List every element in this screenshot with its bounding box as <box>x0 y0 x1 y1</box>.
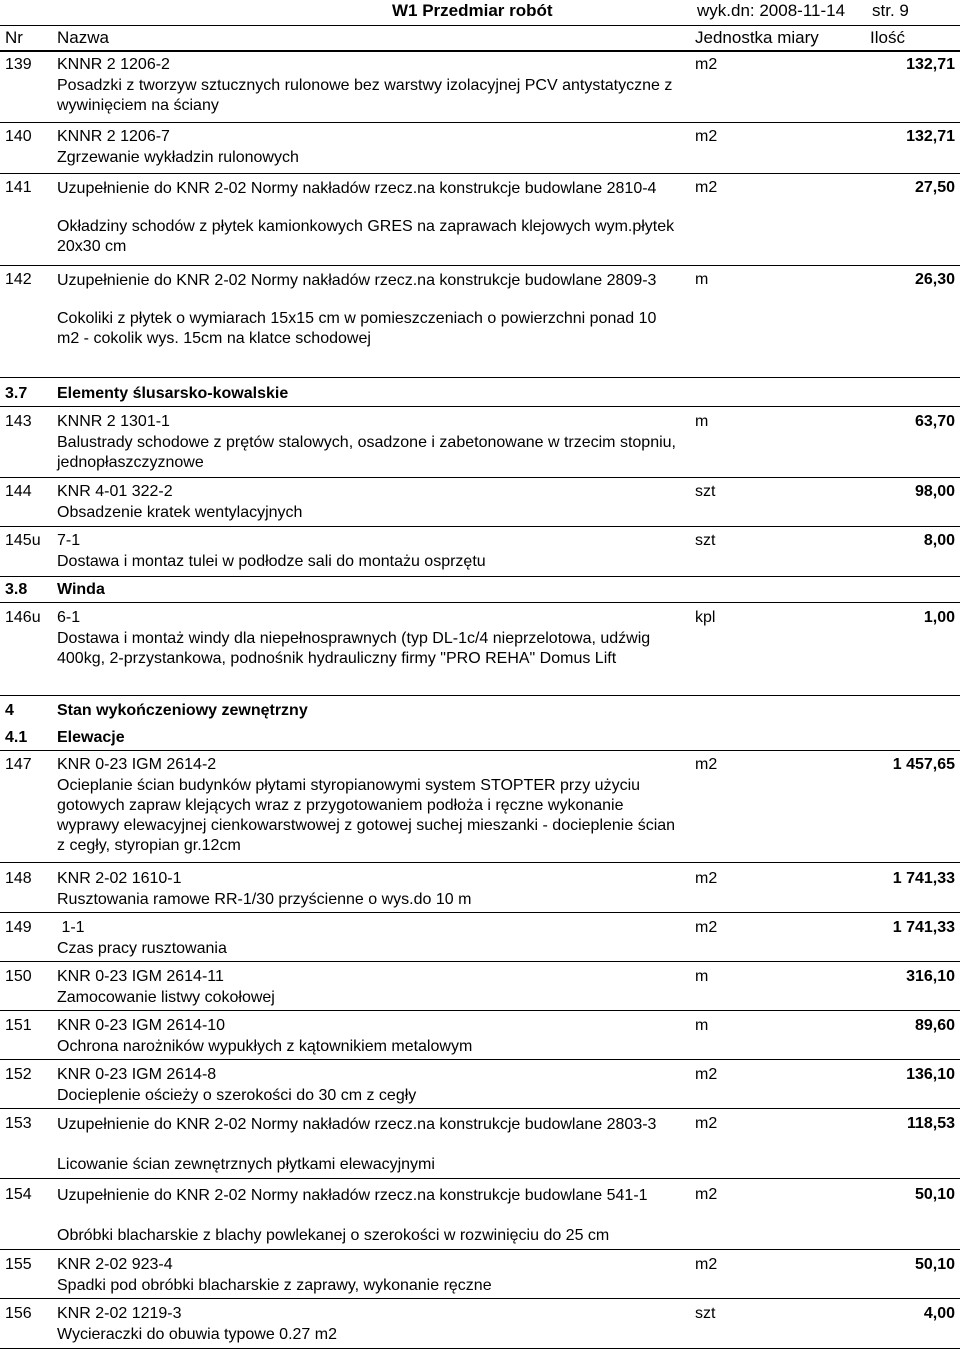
row-code: KNR 0-23 IGM 2614-8 <box>57 1066 217 1083</box>
row-divider <box>0 1010 960 1011</box>
page-header <box>0 0 960 22</box>
row-quantity: 1 457,65 <box>892 756 955 773</box>
row-code: KNNR 2 1206-7 <box>57 128 170 145</box>
row-code: 1-1 <box>57 919 85 936</box>
row-description: Ochrona narożników wypukłych z kątownikiem metalowym <box>57 1038 473 1055</box>
row-divider <box>0 526 960 527</box>
row-unit: m2 <box>695 756 718 773</box>
row-description: Licowanie ścian zewnętrznych płytkami elewacyjnymi <box>57 1156 435 1173</box>
row-code: KNNR 2 1206-2 <box>57 56 170 73</box>
row-divider <box>0 1249 960 1250</box>
row-number: 146u <box>5 609 41 626</box>
row-quantity: 132,71 <box>906 128 955 145</box>
row-unit: m2 <box>695 919 718 936</box>
row-description: Cokoliki z płytek o wymiarach 15x15 cm w pomieszczeniach o powierzchni ponad 10 m2 - cokolik wys. 15cm na klatce schodowej <box>57 310 657 347</box>
row-description: Wycieraczki do obuwia typowe 0.27 m2 <box>57 1326 337 1343</box>
row-divider <box>0 1348 960 1349</box>
row-code: KNR 2-02 923-4 <box>57 1256 173 1273</box>
row-code: KNR 0-23 IGM 2614-2 <box>57 756 217 773</box>
section-number: 3.7 <box>5 385 28 402</box>
section-divider <box>0 750 960 751</box>
row-number: 153 <box>5 1115 32 1132</box>
row-unit: szt <box>695 532 716 549</box>
section-label: Stan wykończeniowy zewnętrzny <box>57 702 308 719</box>
row-code: KNR 2-02 1219-3 <box>57 1305 182 1322</box>
row-code: Uzupełnienie do KNR 2-02 Normy nakładów rzecz.na konstrukcje budowlane 2803-3 <box>57 1116 657 1133</box>
row-description: Zamocowanie listwy cokołowej <box>57 989 275 1006</box>
section-label: Elementy ślusarsko-kowalskie <box>57 385 289 402</box>
row-number: 141 <box>5 179 32 196</box>
row-quantity: 136,10 <box>906 1066 955 1083</box>
row-number: 156 <box>5 1305 32 1322</box>
row-description: Zgrzewanie wykładzin rulonowych <box>57 149 299 166</box>
row-description: Docieplenie ościeży o szerokości do 30 cm z cegły <box>57 1087 417 1104</box>
column-header-unit: Jednostka miary <box>695 28 819 47</box>
row-divider <box>0 1059 960 1060</box>
page-number: str. 9 <box>872 1 909 20</box>
row-divider <box>0 265 960 266</box>
section-number: 4 <box>5 702 14 719</box>
column-header-rule <box>0 50 960 52</box>
row-unit: m2 <box>695 1115 718 1132</box>
row-unit: m2 <box>695 1186 718 1203</box>
row-unit: m2 <box>695 128 718 145</box>
column-header-name: Nazwa <box>57 28 109 47</box>
row-divider <box>0 961 960 962</box>
row-code: Uzupełnienie do KNR 2-02 Normy nakładów rzecz.na konstrukcje budowlane 2810-4 <box>57 180 657 197</box>
row-code: KNR 0-23 IGM 2614-10 <box>57 1017 226 1034</box>
row-number: 147 <box>5 756 32 773</box>
row-quantity: 4,00 <box>923 1305 955 1322</box>
row-code: 7-1 <box>57 532 81 549</box>
row-description: Rusztowania ramowe RR-1/30 przyścienne o wys.do 10 m <box>57 891 472 908</box>
row-unit: m <box>695 271 709 288</box>
row-divider <box>0 377 960 378</box>
row-divider <box>0 122 960 123</box>
row-quantity: 98,00 <box>914 483 955 500</box>
row-quantity: 8,00 <box>923 532 955 549</box>
row-number: 143 <box>5 413 32 430</box>
row-code: KNR 4-01 322-2 <box>57 483 173 500</box>
row-unit: m2 <box>695 870 718 887</box>
section-number: 4.1 <box>5 729 28 746</box>
row-divider <box>0 862 960 863</box>
row-description: Obsadzenie kratek wentylacyjnych <box>57 504 303 521</box>
row-code: 6-1 <box>57 609 81 626</box>
document-title: W1 Przedmiar robót <box>392 1 553 20</box>
row-number: 148 <box>5 870 32 887</box>
row-description: Dostawa i montaż windy dla niepełnosprawnych (typ DL-1c/4 nieprzelotowa, udźwig 400kg, 2-przystankowa, podnośnik hydrauliczny firmy "PRO REHA" Domus Lift <box>57 630 651 667</box>
row-unit: m <box>695 413 709 430</box>
row-unit: m2 <box>695 179 718 196</box>
row-unit: m2 <box>695 1066 718 1083</box>
row-code: KNR 2-02 1610-1 <box>57 870 182 887</box>
section-label: Elewacje <box>57 729 125 746</box>
row-quantity: 50,10 <box>914 1256 955 1273</box>
row-unit: szt <box>695 483 716 500</box>
row-divider <box>0 173 960 174</box>
row-description: Ocieplanie ścian budynków płytami styropianowymi system STOPTER przy użyciu gotowych zapraw klejących wraz z przygotowaniem podłoża i ręczne wykonanie wyprawy elewacyjnej cienkowarstwowej z gotowej suchej mieszanki - docieplenie ścian z cegły, styropian gr.12cm <box>57 777 676 854</box>
row-number: 142 <box>5 271 32 288</box>
row-number: 149 <box>5 919 32 936</box>
row-quantity: 63,70 <box>914 413 955 430</box>
row-description: Obróbki blacharskie z blachy powlekanej o szerokości w rozwinięciu do 25 cm <box>57 1227 610 1244</box>
row-quantity: 50,10 <box>914 1186 955 1203</box>
row-number: 151 <box>5 1017 32 1034</box>
row-number: 144 <box>5 483 32 500</box>
row-unit: m2 <box>695 56 718 73</box>
row-quantity: 316,10 <box>906 968 955 985</box>
section-number: 3.8 <box>5 581 28 598</box>
row-number: 139 <box>5 56 32 73</box>
row-quantity: 89,60 <box>914 1017 955 1034</box>
section-label: Winda <box>57 581 105 598</box>
row-code: Uzupełnienie do KNR 2-02 Normy nakładów rzecz.na konstrukcje budowlane 541-1 <box>57 1187 648 1204</box>
column-header-nr: Nr <box>5 28 23 47</box>
row-unit: m <box>695 968 709 985</box>
row-quantity: 1,00 <box>923 609 955 626</box>
row-description: Okładziny schodów z płytek kamionkowych GRES na zaprawach klejowych wym.płytek 20x30 cm <box>57 218 675 255</box>
row-divider <box>0 1178 960 1179</box>
row-quantity: 118,53 <box>906 1115 955 1132</box>
row-number: 145u <box>5 532 41 549</box>
row-divider <box>0 695 960 696</box>
row-description: Dostawa i montaz tulei w podłodze sali do montażu osprzętu <box>57 553 486 570</box>
document-date: wyk.dn: 2008-11-14 <box>697 1 846 20</box>
row-number: 150 <box>5 968 32 985</box>
row-description: Balustrady schodowe z prętów stalowych, osadzone i zabetonowane w trzecim stopniu, jednopłaszczyznowe <box>57 434 676 471</box>
row-divider <box>0 1108 960 1109</box>
row-description: Czas pracy rusztowania <box>57 940 227 957</box>
row-description: Spadki pod obróbki blacharskie z zaprawy, wykonanie ręczne <box>57 1277 492 1294</box>
row-number: 140 <box>5 128 32 145</box>
row-code: KNR 0-23 IGM 2614-11 <box>57 968 224 985</box>
row-quantity: 132,71 <box>906 56 955 73</box>
row-quantity: 26,30 <box>914 271 955 288</box>
row-divider <box>0 576 960 577</box>
row-number: 155 <box>5 1256 32 1273</box>
row-divider <box>0 1298 960 1299</box>
column-headers <box>0 26 960 50</box>
row-unit: szt <box>695 1305 716 1322</box>
row-code: KNNR 2 1301-1 <box>57 413 170 430</box>
row-unit: m <box>695 1017 709 1034</box>
row-unit: m2 <box>695 1256 718 1273</box>
row-number: 152 <box>5 1066 32 1083</box>
row-quantity: 1 741,33 <box>892 870 955 887</box>
section-divider <box>0 602 960 603</box>
row-description: Posadzki z tworzyw sztucznych rulonowe bez warstwy izolacyjnej PCV antystatyczne z wywinięciem na ściany <box>57 77 673 114</box>
row-number: 154 <box>5 1186 32 1203</box>
row-quantity: 1 741,33 <box>892 919 955 936</box>
row-unit: kpl <box>695 609 716 626</box>
row-divider <box>0 477 960 478</box>
column-header-qty: Ilość <box>870 28 905 47</box>
row-divider <box>0 912 960 913</box>
section-divider <box>0 406 960 407</box>
row-quantity: 27,50 <box>914 179 955 196</box>
row-code: Uzupełnienie do KNR 2-02 Normy nakładów rzecz.na konstrukcje budowlane 2809-3 <box>57 272 657 289</box>
